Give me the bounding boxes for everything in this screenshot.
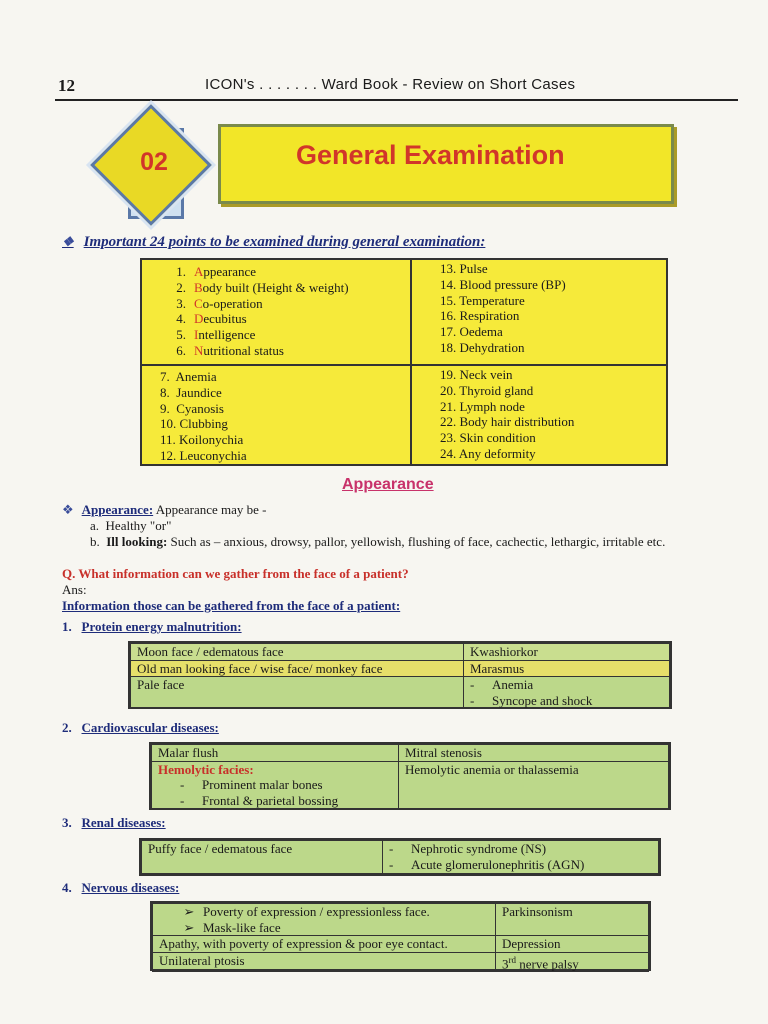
- item-text: Such as – anxious, drowsy, pallor, yellowish, flushing of face, cachectic, lethargic, irritable etc.: [167, 534, 666, 549]
- table-cell: [152, 761, 399, 809]
- point-initial: B: [194, 279, 203, 295]
- dash-icon: -: [389, 841, 394, 856]
- points-list-top-right: [440, 261, 566, 356]
- point-text: utritional status: [203, 342, 284, 358]
- pem-table: [128, 641, 672, 709]
- point-initial: A: [194, 264, 204, 279]
- table-divider: [142, 364, 666, 366]
- point-item: 21. Lymph node: [440, 398, 525, 414]
- appearance-line: [62, 502, 267, 518]
- dash-icon: -: [470, 677, 475, 692]
- section-title: Protein energy malnutrition:: [81, 619, 242, 634]
- question-text: Q. What information can we gather from the face of a patient?: [62, 566, 409, 581]
- list-item: [159, 920, 489, 936]
- point-item: [160, 280, 349, 296]
- item-text: Anemia: [492, 677, 534, 692]
- point-item: 15. Temperature: [440, 292, 525, 308]
- item-text: Syncope and shock: [492, 692, 593, 708]
- points-list-bottom-right: [440, 367, 574, 462]
- header-rule: [55, 99, 738, 101]
- item-bold: Ill looking:: [106, 534, 168, 549]
- list-item: [158, 793, 392, 809]
- point-initial: I: [194, 327, 199, 343]
- point-item: 20. Thyroid gland: [440, 382, 534, 398]
- point-initial: N: [194, 342, 204, 358]
- item-text: Poverty of expression / expressionless face.: [203, 904, 430, 919]
- table-cell: [383, 841, 659, 874]
- point-number: 6.: [176, 342, 186, 358]
- running-head: ICON's . . . . . . . Ward Book - Review on Short Cases: [205, 76, 576, 93]
- point-item: 13. Pulse: [440, 261, 488, 276]
- table-cell: Old man looking face / wise face/ monkey face: [131, 660, 464, 677]
- point-item: [160, 296, 349, 312]
- point-number: 3.: [176, 295, 186, 311]
- point-item: [160, 327, 349, 343]
- appearance-intro: Appearance may be -: [153, 502, 267, 517]
- point-text: ppearance: [203, 264, 257, 279]
- point-number: 4.: [176, 311, 186, 327]
- table-cell: Depression: [496, 936, 649, 953]
- list-item: [470, 677, 663, 693]
- table-cell: [464, 677, 670, 709]
- point-item: 9. Cyanosis: [160, 400, 224, 416]
- table-divider: [410, 260, 412, 464]
- table-cell: Apathy, with poverty of expression & poor eye contact.: [153, 936, 496, 953]
- section-number: 1.: [62, 619, 72, 634]
- section-title: Cardiovascular diseases:: [81, 720, 219, 735]
- item-text: Nephrotic syndrome (NS): [411, 841, 547, 856]
- bullet-icon: ❖: [62, 234, 74, 249]
- answer-label: Ans:: [62, 582, 87, 597]
- point-number: 1.: [176, 264, 186, 279]
- chapter-title: General Examination: [296, 140, 565, 170]
- table-cell: Unilateral ptosis: [153, 952, 496, 972]
- hemolytic-heading: Hemolytic facies:: [158, 761, 254, 777]
- dash-icon: -: [389, 856, 394, 872]
- point-item: 22. Body hair distribution: [440, 414, 575, 430]
- table-cell: Kwashiorkor: [464, 644, 670, 661]
- point-initial: C: [194, 295, 203, 311]
- point-item: 19. Neck vein: [440, 367, 513, 382]
- points-list-top-left: [160, 264, 349, 359]
- bullet-icon: ❖: [62, 502, 74, 517]
- arrow-icon: ➢: [183, 919, 195, 935]
- item-text: nerve palsy: [516, 955, 579, 971]
- table-cell: Pale face: [131, 677, 464, 709]
- renal-table: [139, 838, 661, 876]
- point-number: 5.: [176, 327, 186, 343]
- point-item: [160, 311, 349, 327]
- point-initial: D: [194, 311, 204, 327]
- point-item: 17. Oedema: [440, 324, 503, 340]
- section-number: 4.: [62, 880, 72, 895]
- dash-icon: -: [470, 692, 475, 708]
- table-cell: Moon face / edematous face: [131, 644, 464, 661]
- section-heading-4: [62, 880, 179, 896]
- item-text: Prominent malar bones: [202, 777, 323, 792]
- point-item: 10. Clubbing: [160, 416, 228, 432]
- section-heading-2: [62, 720, 219, 736]
- section-number: 2.: [62, 720, 72, 735]
- section-heading-1: [62, 619, 242, 635]
- list-item: [389, 857, 652, 873]
- point-item: 11. Koilonychia: [160, 432, 244, 448]
- item-text: Frontal & parietal bossing: [202, 792, 339, 808]
- table-cell: Marasmus: [464, 660, 670, 677]
- section-heading-3: [62, 815, 166, 831]
- item-text: Healthy "or": [105, 518, 172, 533]
- item-text: Mask-like face: [203, 919, 281, 935]
- nervous-table: [150, 901, 651, 971]
- section-title: Nervous diseases:: [81, 880, 180, 895]
- ordinal-suffix: rd: [508, 954, 516, 965]
- points-heading: [62, 234, 485, 251]
- points-heading-text: Important 24 points to be examined during general examination:: [83, 234, 486, 250]
- point-number: 2.: [176, 279, 186, 295]
- point-item: 8. Jaundice: [160, 384, 222, 400]
- table-cell: Mitral stenosis: [399, 745, 669, 762]
- section-title: Renal diseases:: [81, 815, 166, 830]
- arrow-icon: ➢: [183, 904, 195, 919]
- point-item: 7. Anemia: [160, 369, 217, 384]
- section-number: 3.: [62, 815, 72, 830]
- cardio-table: [149, 742, 671, 810]
- info-heading: Information those can be gathered from the face of a patient:: [62, 598, 401, 613]
- list-item: [470, 693, 663, 709]
- list-item: [159, 904, 489, 920]
- page-number: 12: [58, 76, 75, 95]
- point-item: [160, 343, 349, 359]
- item-label: a.: [90, 518, 100, 533]
- list-item: [158, 777, 392, 793]
- point-text: ntelligence: [198, 327, 256, 343]
- list-item: [389, 841, 652, 857]
- table-cell: [496, 952, 649, 972]
- point-item: 24. Any deformity: [440, 445, 536, 461]
- appearance-item-b: [90, 534, 665, 550]
- point-text: o-operation: [202, 295, 263, 311]
- dash-icon: -: [180, 777, 185, 792]
- table-cell: Hemolytic anemia or thalassemia: [399, 761, 669, 809]
- dash-icon: -: [180, 792, 185, 808]
- table-cell: Parkinsonism: [496, 904, 649, 936]
- table-cell: Malar flush: [152, 745, 399, 762]
- points-list-bottom-left: [160, 369, 247, 464]
- point-item: 23. Skin condition: [440, 430, 536, 446]
- point-item: [160, 264, 349, 280]
- points-table: [140, 258, 668, 466]
- item-text: Acute glomerulonephritis (AGN): [411, 856, 585, 872]
- point-item: 18. Dehydration: [440, 339, 525, 355]
- appearance-heading: Appearance: [342, 476, 434, 493]
- appearance-item-a: [90, 518, 171, 534]
- item-label: b.: [90, 534, 100, 549]
- table-cell: [153, 904, 496, 936]
- point-text: ecubitus: [203, 311, 247, 327]
- ordinal-number: 3: [502, 955, 509, 971]
- point-item: 16. Respiration: [440, 308, 520, 324]
- point-item: 12. Leuconychia: [160, 447, 247, 463]
- chapter-number: 02: [140, 148, 168, 176]
- point-item: 14. Blood pressure (BP): [440, 276, 566, 292]
- table-cell: Puffy face / edematous face: [142, 841, 383, 874]
- point-text: ody built (Height & weight): [202, 279, 349, 295]
- appearance-label: Appearance:: [81, 502, 154, 517]
